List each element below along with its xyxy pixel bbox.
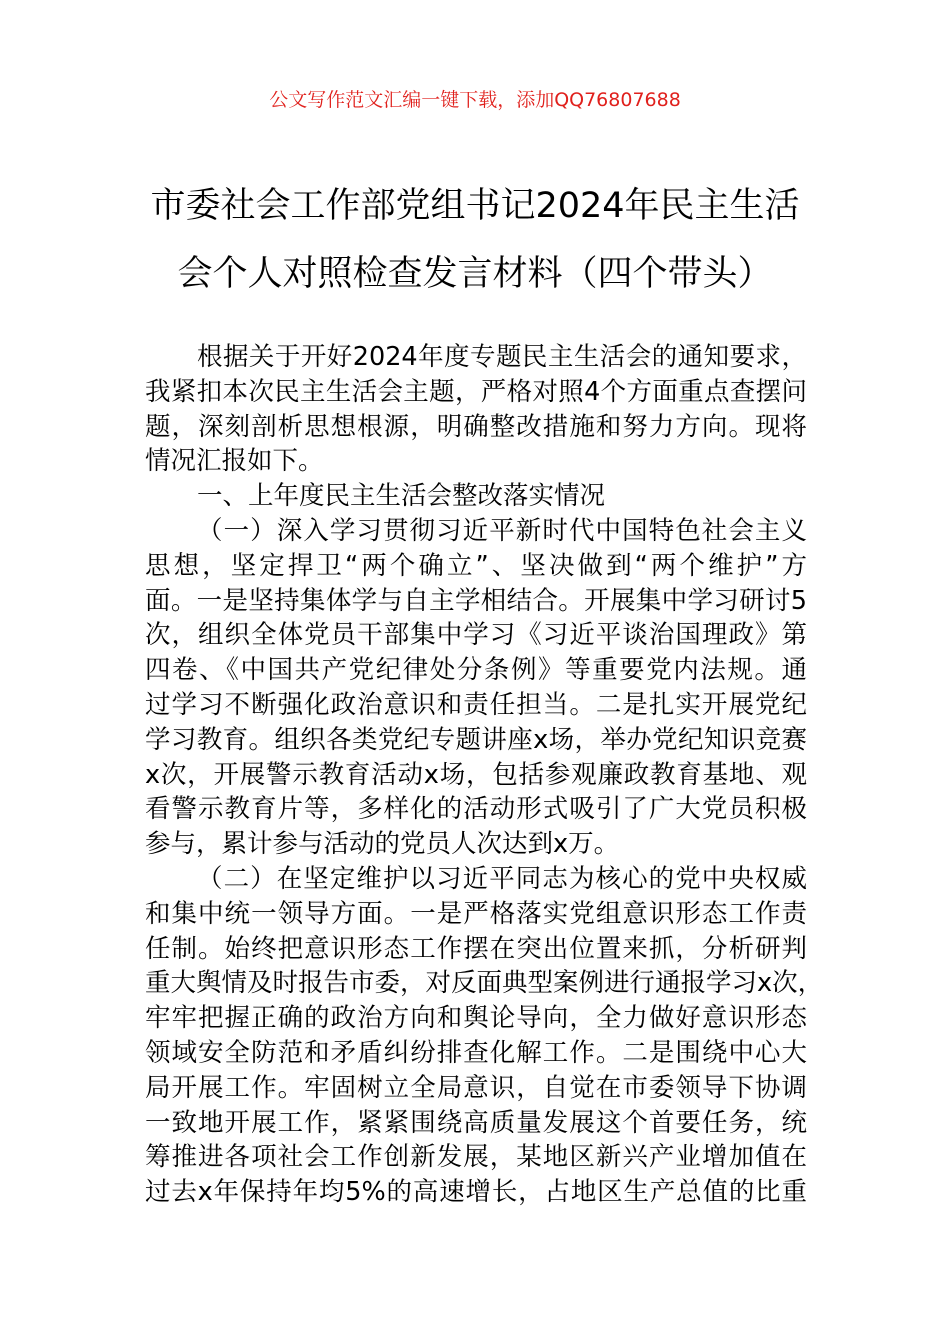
paragraph-line: 一致地开展工作，紧紧围绕高质量发展这个首要任务，统 bbox=[145, 1107, 807, 1138]
paragraph-line: 根据关于开好2024年度专题民主生活会的通知要求， bbox=[197, 342, 807, 372]
paragraph-line: 看警示教育片等，多样化的活动形式吸引了广大党员积极 bbox=[145, 794, 807, 825]
paragraph-line: 过学习不断强化政治意识和责任担当。二是扎实开展党纪 bbox=[145, 689, 807, 720]
document-title-line-1: 市委社会工作部党组书记2024年民主生活 bbox=[150, 186, 800, 226]
paragraph-line: 和集中统一领导方面。一是严格落实党组意识形态工作责 bbox=[145, 898, 807, 929]
paragraph-line: 参与，累计参与活动的党员人次达到x万。 bbox=[145, 829, 620, 860]
paragraph-line: 次，组织全体党员干部集中学习《习近平谈治国理政》第 bbox=[145, 620, 807, 651]
document-title-line-2: 会个人对照检查发言材料（四个带头） bbox=[177, 254, 773, 294]
paragraph-line: （一）深入学习贯彻习近平新时代中国特色社会主义 bbox=[197, 515, 807, 546]
paragraph-line: 牢牢把握正确的政治方向和舆论导向，全力做好意识形态 bbox=[145, 1003, 807, 1034]
paragraph-line: 情况汇报如下。 bbox=[145, 446, 324, 477]
paragraph-line: 重大舆情及时报告市委，对反面典型案例进行通报学习x次， bbox=[145, 968, 824, 999]
paragraph-line: （二）在坚定维护以习近平同志为核心的党中央权威 bbox=[197, 863, 807, 894]
paragraph-line: 任制。始终把意识形态工作摆在突出位置来抓，分析研判 bbox=[145, 933, 807, 964]
paragraph-line: 局开展工作。牢固树立全局意识，自觉在市委领导下协调 bbox=[145, 1072, 807, 1103]
paragraph-line: 我紧扣本次民主生活会主题，严格对照4个方面重点查摆问 bbox=[145, 376, 807, 407]
watermark-header[interactable]: 公文写作范文汇编一键下载，添加QQ76807688 bbox=[269, 89, 681, 111]
document-body bbox=[145, 340, 824, 1210]
paragraph-line: 四卷、《中国共产党纪律处分条例》等重要党内法规。通 bbox=[145, 655, 807, 686]
paragraph-line: 思想，坚定捍卫“两个确立”、坚决做到“两个维护”方 bbox=[145, 550, 807, 581]
paragraph-line: 学习教育。组织各类党纪专题讲座x场，举办党纪知识竞赛 bbox=[145, 724, 807, 755]
paragraph-line: 筹推进各项社会工作创新发展，某地区新兴产业增加值在 bbox=[145, 1142, 807, 1173]
paragraph-line: 面。一是坚持集体学与自主学相结合。开展集中学习研讨5 bbox=[145, 585, 807, 616]
paragraph-line: 题，深刻剖析思想根源，明确整改措施和努力方向。现将 bbox=[145, 411, 807, 442]
paragraph-line: 领域安全防范和矛盾纠纷排查化解工作。二是围绕中心大 bbox=[145, 1037, 807, 1068]
paragraph-line: x次，开展警示教育活动x场，包括参观廉政教育基地、观 bbox=[145, 759, 807, 790]
section-heading: 一、上年度民主生活会整改落实情况 bbox=[197, 481, 606, 512]
paragraph-line: 过去x年保持年均5%的高速增长，占地区生产总值的比重 bbox=[145, 1177, 807, 1208]
